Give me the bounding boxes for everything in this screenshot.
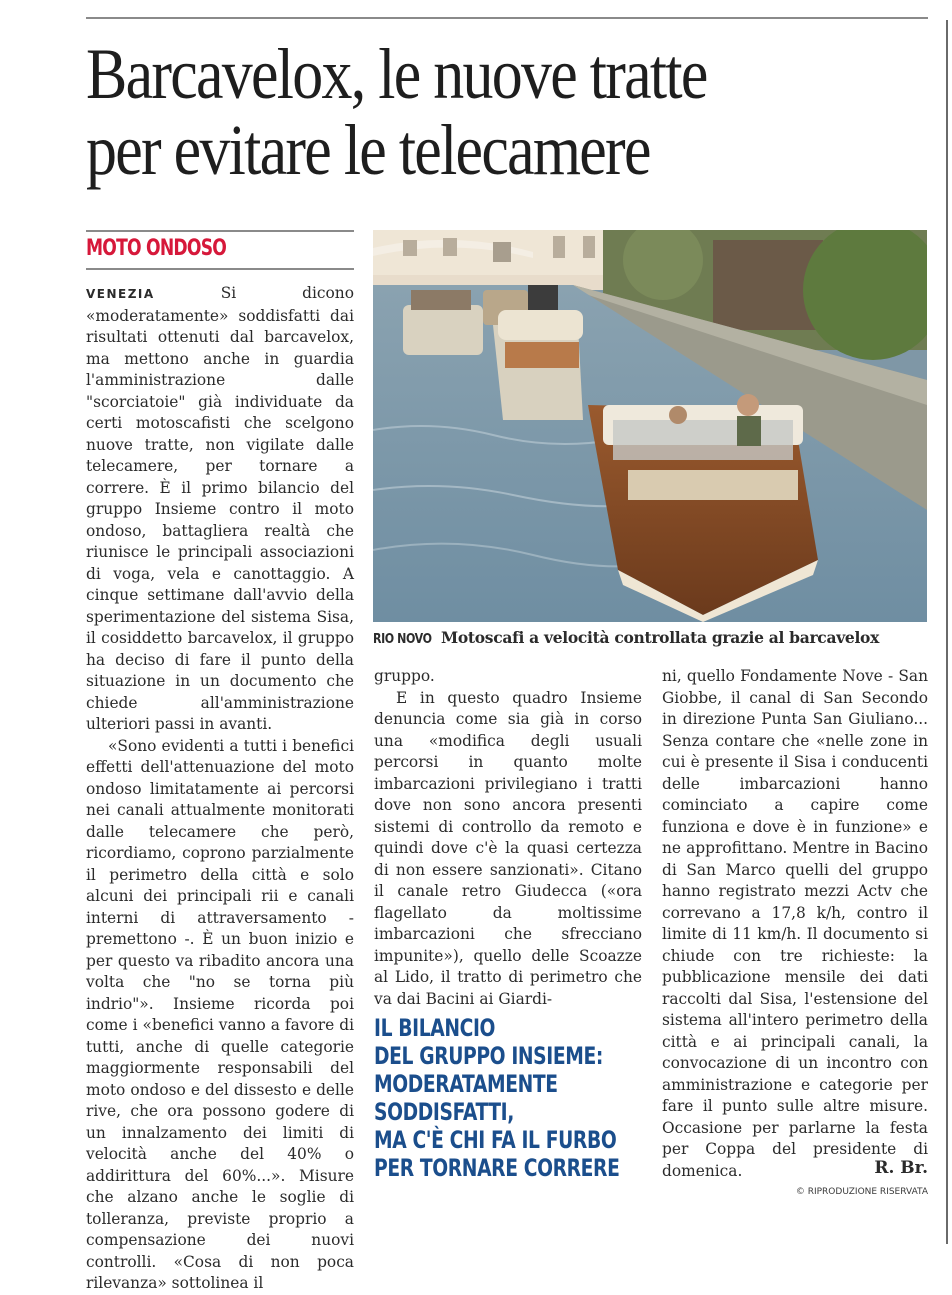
pull-quote-line: MA C'È CHI FA IL FURBO: [374, 1126, 617, 1154]
top-rule: [86, 17, 928, 19]
dateline: VENEZIA: [86, 287, 155, 301]
paragraph: E in questo quadro Insieme denuncia come sia già in corso una «modifica degli usuali percorsi in quanto molte imbarcazioni privilegiano i tratti dove non sono ancora presenti sistemi di controllo da remoto e quindi dove c'è la quasi certezza di non essere sanzionati». Citano il canale retro Giudecca («ora flagellato da moltissime imbarcazioni che sfrecciano impunite»), quello delle Scoazze al Lido, il tratto di perimetro che va dai Bacini ai Giardi-: [374, 688, 642, 1008]
kicker: MOTO ONDOSO: [86, 236, 227, 261]
copyright-notice: © RIPRODUZIONE RISERVATA: [795, 1187, 928, 1197]
kicker-box: [86, 230, 354, 270]
boats-in-canal-image: [373, 230, 927, 622]
pull-quote-line: DEL GRUPPO INSIEME:: [374, 1042, 603, 1070]
byline: R. Br.: [874, 1158, 928, 1178]
paragraph: [86, 283, 354, 736]
pull-quote-line: PER TORNARE CORRERE: [374, 1154, 620, 1182]
caption-location: RIO NOVO: [373, 632, 432, 647]
headline-line-2: per evitare le telecamere: [86, 110, 650, 190]
headline: [86, 36, 826, 188]
pull-quote-line: MODERATAMENTE: [374, 1070, 558, 1098]
photo-caption: [373, 628, 933, 647]
column-rule-right: [946, 20, 948, 1244]
paragraph: gruppo.: [374, 667, 435, 685]
paragraph-text: Si dicono «moderatamente» soddisfatti dai risultati ottenuti dal barcavelox, ma mettono anche in guardia l'amministrazione dalle "scorciatoie" già individuate da certi motoscafisti che scelgono nuove tratte, non vigilate dalle telecamere, per tornare a correre. È il primo bilancio del gruppo Insieme contro il moto ondoso, battagliera realtà che riunisce le principali associazioni di voga, vela e canottaggio. A cinque settimane dall'avvio della sperimentazione del sistema Sisa, il cosiddetto barcavelox, il gruppo ha deciso di fare il punto della situazione in un documento che chiede all'amministrazione ulteriori passi in avanti.: [86, 284, 354, 733]
paragraph: «Sono evidenti a tutti i benefici effetti dell'attenuazione del moto ondoso limitatamente ai percorsi nei canali attualmente monitorati dalle telecamere che però, ricordiamo, coprono parzialmente il perimetro della città e solo alcuni dei principali rii e canali interni di attraversamento - premettono -. È un buon inizio e per questo va ribadito ancora una volta che "no se torna più indrio"». Insieme ricorda poi come i «benefici vanno a favore di tutti, anche di quelle categorie maggiormente responsabili del moto ondoso e del dissesto e delle rive, che ora possono godere di un innalzamento dei limiti di velocità anche del 40% o addirittura del 60%...». Misure che alzano anche le soglie di tolleranza, previste proprio a compensazione dei nuovi controlli. «Cosa di non poca rilevanza» sottolinea il: [86, 736, 354, 1292]
article-photo: [373, 230, 927, 622]
pull-quote: [374, 1014, 620, 1182]
article-column-1: [86, 283, 354, 1295]
paragraph: ni, quello Fondamente Nove - San Giobbe, il canal di San Secondo in direzione Punta San Giuliano... Senza contare che «nelle zone in cui è presente il Sisa i conducenti delle imbarcazioni hanno cominciato a capire come funziona e dove è in funzione» e ne approfittano. Mentre in Bacino di San Marco quelli del gruppo hanno registrato mezzi Actv che correvano a 17,8 k/h, contro il limite di 11 km/h. Il documento si chiude con tre richieste: la pubblicazione mensile dei dati raccolti dal Sisa, l'estensione del sistema all'intero perimetro della città e ai principali canali, la convocazione di un incontro con amministrazione e categorie per fare il punto sulle altre misure. Occasione per parlarne la festa per Coppa del presidente di domenica.: [662, 667, 928, 1180]
article-column-2: [374, 666, 642, 1010]
pull-quote-line: SODDISFATTI,: [374, 1098, 514, 1126]
pull-quote-line: IL BILANCIO: [374, 1014, 496, 1042]
caption-text: Motoscafi a velocità controllata grazie al barcavelox: [441, 628, 880, 647]
article-column-3: [662, 666, 928, 1182]
headline-line-1: Barcavelox, le nuove tratte: [86, 34, 707, 114]
